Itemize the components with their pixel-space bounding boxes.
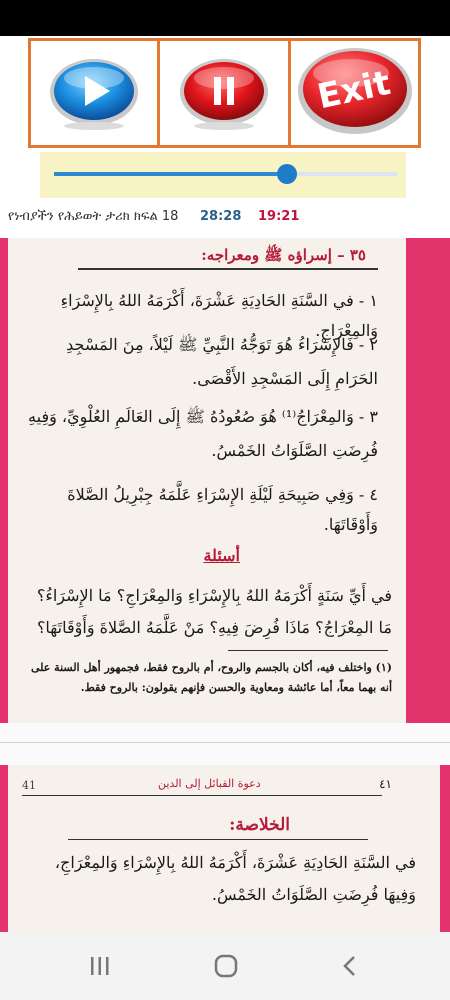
seek-progress: [54, 172, 287, 176]
recents-button[interactable]: [80, 950, 120, 982]
lesson-item: ٢ - فَالإِسْرَاءُ هُوَ تَوَجُّهُ النَّبِيِّ ﷺ لَيْلاً، مِنَ المَسْجِدِ الحَرَامِ إِلَى المَسْجِدِ الأَقْصَى.: [66, 335, 378, 388]
home-icon: [213, 953, 239, 979]
pause-button[interactable]: [160, 38, 291, 148]
header-rule: [22, 795, 382, 796]
back-icon: [339, 955, 361, 977]
page-1: [8, 238, 406, 723]
footnote-rule: [228, 650, 388, 651]
status-bar: [0, 0, 450, 36]
page-number-arabic: ٤١: [379, 777, 392, 791]
duration-time: 19:21: [258, 209, 300, 224]
summary-heading: الخلاصة:: [229, 815, 290, 835]
exit-icon: [295, 45, 415, 141]
page-gap: [0, 723, 450, 765]
footnote: (١) واختلف فيه، أكان بالجسم والروح، أم بالروح فقط، فجمهور أهل السنة على أنه بهما معاً، أما عائشة ومعاوية والحسن فإنهم يقولون: بالروح فقط.: [30, 661, 392, 694]
questions-heading: أسئلة: [203, 546, 240, 565]
page-separator: [0, 742, 450, 743]
questions-text: في أَيِّ سَنَةٍ أَكْرَمَهُ اللهُ بِالإِسْرَاءِ وَالمِعْرَاجِ؟ مَا الإِسْرَاءُ؟ مَا المِعْرَاجُ؟ مَاذَا فُرِضَ فِيهِ؟ مَنْ عَلَّمَهُ الصَّلاةَ وَأَوْقَاتَهَا؟: [36, 586, 392, 637]
exit-label: Exit: [313, 62, 394, 118]
document-viewer[interactable]: [0, 238, 450, 932]
heading-rule: [78, 268, 378, 270]
play-button[interactable]: [28, 38, 160, 148]
track-info: [0, 207, 450, 227]
exit-button[interactable]: [291, 38, 421, 148]
player-controls: [28, 38, 421, 148]
home-button[interactable]: [206, 950, 246, 982]
play-icon: [48, 54, 140, 132]
lesson-item: ١ - في السَّنَةِ الحَادِيَةِ عَشْرَةَ، أَكْرَمَهُ اللهُ بِالإِسْرَاءِ وَالمِعْرَاجِ.: [60, 291, 378, 340]
lesson-item: ٤ - وَفِي صَبِيحَةِ لَيْلَةِ الإِسْرَاءِ عَلَّمَهُ جِبْرِيلُ الصَّلاةَ وَأَوْقَاتَهَا.: [67, 485, 378, 534]
navigation-bar: [0, 932, 450, 1000]
seek-thumb[interactable]: [277, 164, 297, 184]
pause-icon: [178, 54, 270, 132]
elapsed-time: 28:28: [200, 209, 242, 224]
summary-rule: [68, 839, 368, 840]
page-2: [8, 765, 440, 932]
recents-icon: [89, 955, 111, 977]
summary-text: في السَّنَةِ الحَادِيَةِ عَشْرَةَ، أَكْرَمَهُ اللهُ بِالإِسْرَاءِ وَالمِعْرَاجِ، وَفِيهَا فُرِضَتِ الصَّلَوَاتُ الخَمْسُ.: [54, 853, 416, 904]
track-title: የነብያችን የሕይወት ታሪክ ክፍል 18: [8, 209, 179, 224]
lesson-heading: ٣٥ – إسراؤه ﷺ ومعراجه:: [201, 246, 366, 264]
running-header: دعوة القبائل إلى الدين: [158, 777, 261, 790]
page-number-latin: 41: [22, 779, 36, 792]
back-button[interactable]: [330, 950, 370, 982]
lesson-item: ٣ - وَالمِعْرَاجُ⁽¹⁾ هُوَ صُعُودُهُ ﷺ إِلَى العَالَمِ العُلْوِيِّ، وَفِيهِ فُرِضَتِ الصَّلَوَاتُ الخَمْسُ.: [28, 407, 378, 460]
